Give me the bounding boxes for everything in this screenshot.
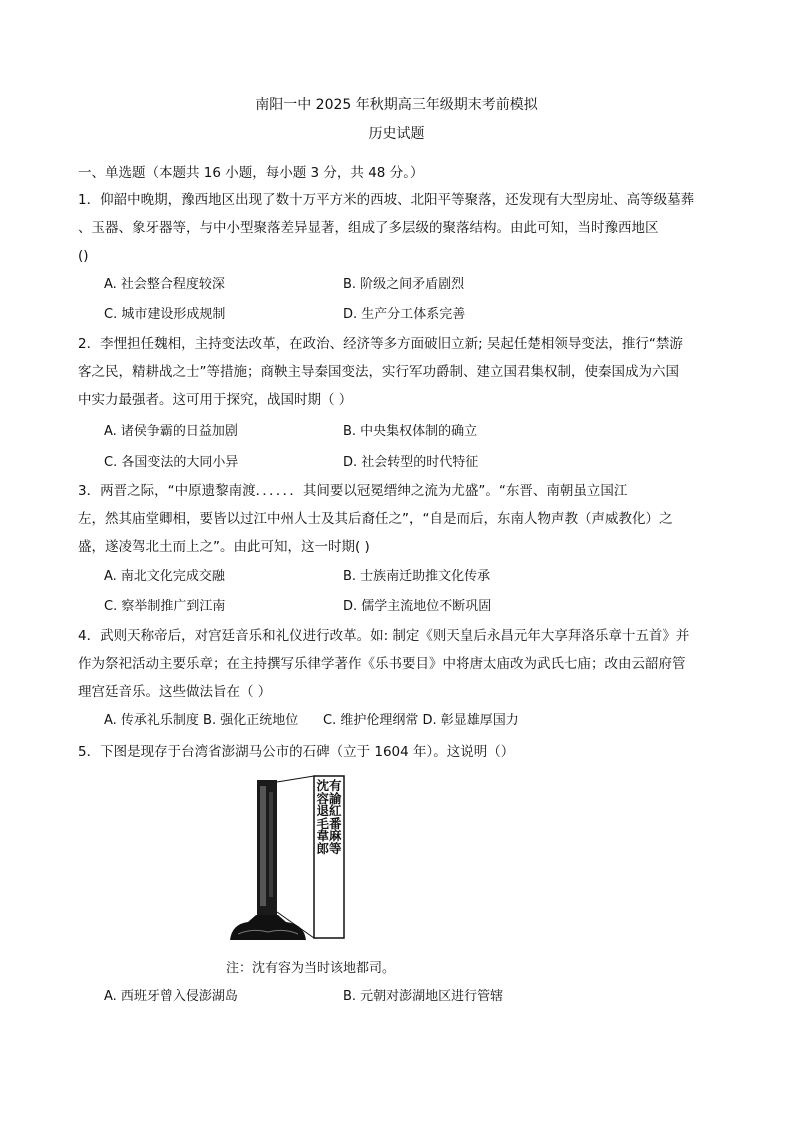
question-line: 3．两晋之际，“中原遗黎南渡．．．．．．其间要以冠冕缙绅之流为尤盛”。“东晋、南朝虽立国江 (78, 483, 628, 499)
stele-texture (260, 786, 266, 906)
figure-note: 注：沈有容为当时该地都司。 (226, 961, 396, 976)
callout-line (277, 776, 314, 782)
option-d: D. 生产分工体系完善 (343, 307, 466, 322)
question-line: 中实力最强者。这可用于探究，战国时期（ ） (78, 392, 353, 408)
option-c: C. 各国变法的大同小异 (104, 455, 239, 470)
option-b: B. 元朝对澎湖地区进行管辖 (343, 989, 504, 1004)
inscription-text: 沈有容諭退紅毛番韋麻郎等 (316, 778, 342, 856)
question-line: 客之民，精耕战之士”等措施；商鞅主导秦国变法，实行军功爵制、建立国君集权制，使秦国成为六国 (78, 364, 679, 380)
option-c: C. 城市建设形成规制 (104, 307, 226, 322)
option-d: D. 儒学主流地位不断巩固 (343, 599, 492, 614)
option-b: B. 阶级之间矛盾剧烈 (343, 277, 465, 292)
option-a: A. 社会整合程度较深 (104, 277, 225, 292)
question-line: 作为祭祀活动主要乐章；在主持撰写乐律学著作《乐书要目》中将唐太庙改为武氏七庙；改由云韶府管 (78, 656, 686, 672)
option-c: C. 察举制推广到江南 (104, 599, 226, 614)
page-title: 南阳一中 2025 年秋期高三年级期末考前模拟 (255, 97, 538, 113)
question-line: () (78, 248, 89, 264)
page-subtitle: 历史试题 (368, 126, 425, 142)
stele-base (230, 915, 306, 940)
options-inline: A. 传承礼乐制度 B. 强化正统地位 C. 维护伦理纲常 D. 彰显雄厚国力 (104, 713, 519, 728)
question-line: 、玉器、象牙器等，与中小型聚落差异显著，组成了多层级的聚落结构。由此可知，当时豫西地区 (78, 220, 659, 236)
option-a: A. 西班牙曾入侵澎湖岛 (104, 989, 238, 1004)
stele-texture (269, 792, 273, 897)
question-line: 5．下图是现存于台湾省澎湖马公市的石碑（立于 1604 年）。这说明（） (78, 744, 515, 760)
section-heading: 一、单选题（本题共 16 小题，每小题 3 分，共 48 分。） (78, 165, 424, 181)
option-a: A. 诸侯争霸的日益加剧 (104, 424, 238, 439)
question-line: 2．李悝担任魏相，主持变法改革，在政治、经济等多方面破旧立新; 吴起任楚相领导变法，推行“禁游 (78, 336, 683, 352)
option-b: B. 中央集权体制的确立 (343, 424, 478, 439)
question-line: 左，然其庙堂卿相，要皆以过江中州人士及其后裔任之”，“自是而后，东南人物声教（声威教化）之 (78, 511, 673, 527)
option-a: A. 南北文化完成交融 (104, 569, 225, 584)
question-line: 盛，遂凌驾北土而上之”。由此可知，这一时期( ) (78, 539, 370, 555)
question-line: 1．仰韶中晚期，豫西地区出现了数十万平方米的西坡、北阳平等聚落，还发现有大型房址、高等级墓葬 (78, 192, 695, 208)
question-line: 理宫廷音乐。这些做法旨在（ ） (78, 684, 272, 700)
question-line: 4．武则天称帝后，对宫廷音乐和礼仪进行改革。如: 制定《则天皇后永昌元年大享拜洛乐章十五首》并 (78, 628, 690, 644)
option-b: B. 士族南迁助推文化传承 (343, 569, 491, 584)
stele-figure (222, 772, 352, 944)
option-d: D. 社会转型的时代特征 (343, 455, 479, 470)
